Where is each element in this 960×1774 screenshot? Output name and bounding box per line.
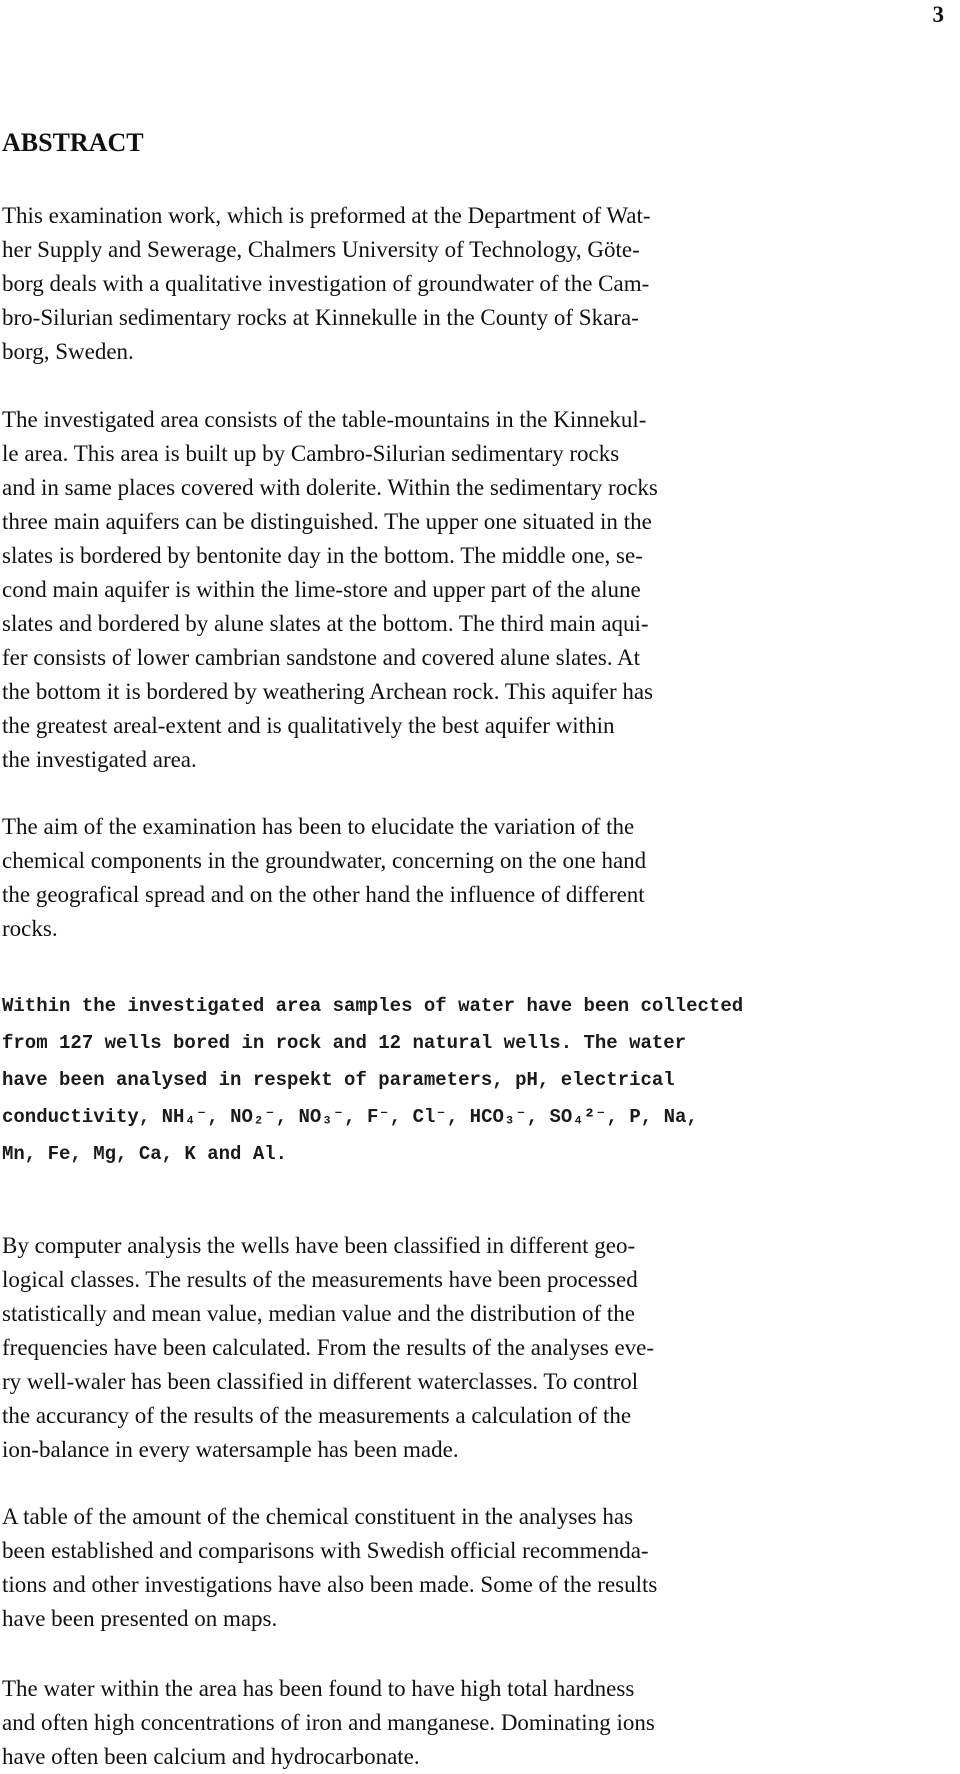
page-number: 3 <box>932 2 944 27</box>
paragraph-aim: The aim of the examination has been to elucidate the variation of the chemical components in the groundwater, concerning on the one hand the geografical spread and on the other hand the influence of different rocks. <box>2 814 647 941</box>
paragraph-comparisons: A table of the amount of the chemical constituent in the analyses has been established and comparisons with Swedish official recommenda- tions and other investigations have also been made. Some of the results have been presented on maps. <box>2 1504 658 1631</box>
page-heading: ABSTRACT <box>2 128 144 157</box>
paragraph-sampling-typed: Within the investigated area samples of water have been collected from 127 wells bored in rock and 12 natural wells. The water have been analysed in respekt of parameters, pH, electrical conductivity, NH₄⁻, NO₂⁻, NO₃⁻, F⁻, Cl⁻, HCO₃⁻, SO₄²⁻, P, Na, Mn, Fe, Mg, Ca, K and Al. <box>2 995 744 1165</box>
paragraph-findings: The water within the area has been found to have high total hardness and often high concentrations of iron and manganese. Dominating ions have often been calcium and hydrocarbonate. <box>2 1676 655 1769</box>
paragraph-intro: This examination work, which is preformed at the Department of Wat- her Supply and Sewerage, Chalmers University of Technology, Göte- borg deals with a qualitative investigation of groundwater of the Cam- bro-Silurian sedimentary rocks at Kinnekulle in the County of Skara- borg, Sweden. <box>2 203 651 364</box>
paragraph-computer-analysis: By computer analysis the wells have been classified in different geo- logical classes. The results of the measurements have been processed statistically and mean value, median value and the distribution of the frequencies have been calculated. From the results of the analyses eve- ry well-waler has been classified in different waterclasses. To control the accurancy of the results of the measurements a calculation of the ion-balance in every watersample has been made. <box>2 1233 655 1462</box>
paragraph-investigated-area: The investigated area consists of the table-mountains in the Kinnekul- le area. This area is built up by Cambro-Silurian sedimentary rocks and in same places covered with dolerite. Within the sedimentary rocks three main aquifers can be distinguished. The upper one situated in the slates is bordered by bentonite day in the bottom. The middle one, se- cond main aquifer is within the lime-store and upper part of the alune slates and bordered by alune slates at the bottom. The third main aqui- fer consists of lower cambrian sandstone and covered alune slates. At the bottom it is bordered by weathering Archean rock. This aquifer has the greatest areal-extent and is qualitatively the best aquifer within the investigated area. <box>2 407 658 772</box>
